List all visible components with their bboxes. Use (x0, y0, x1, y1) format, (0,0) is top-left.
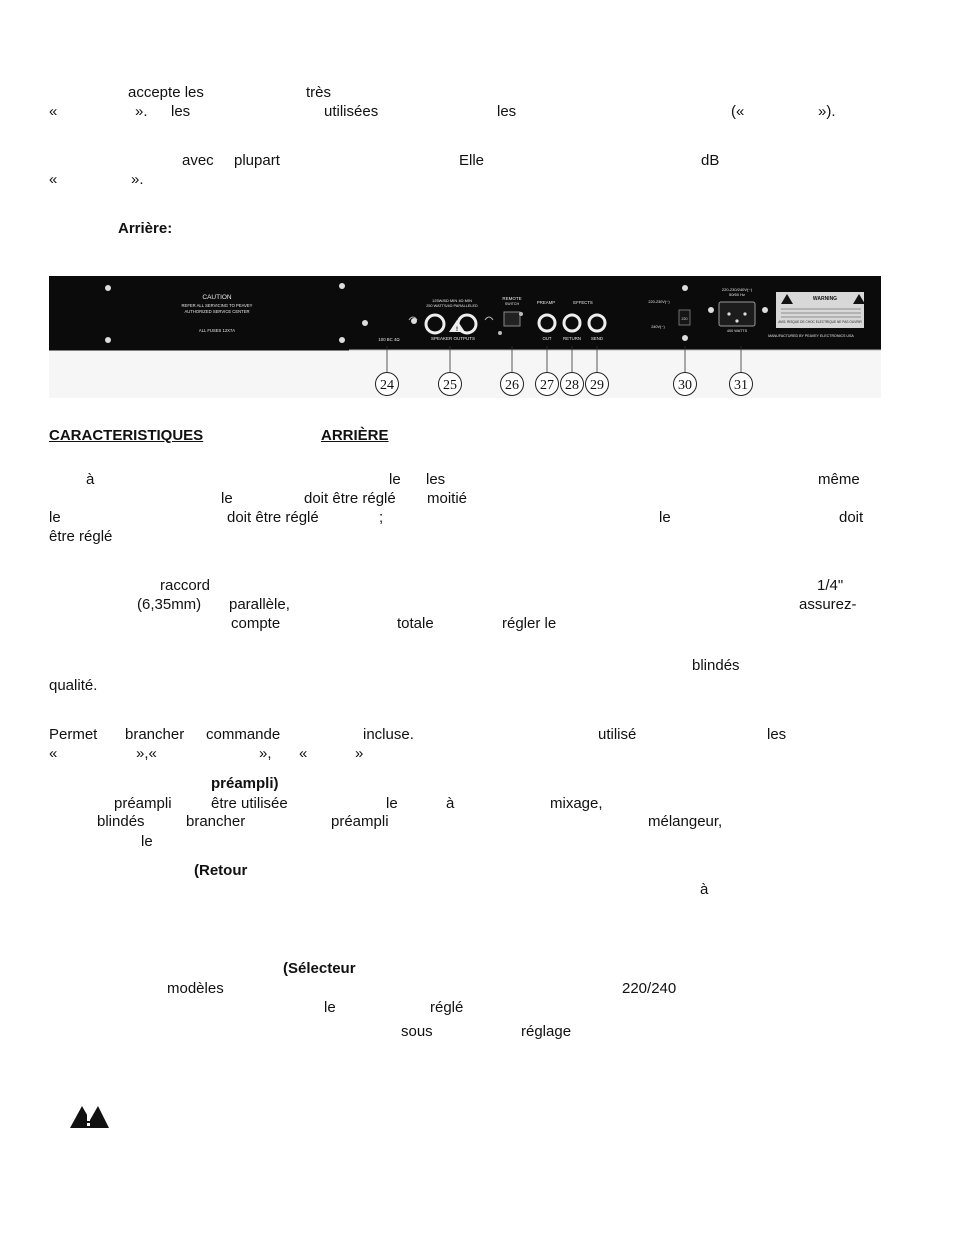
text-fragment-p4a-1: brancher (125, 726, 185, 743)
text-fragment-l2-6: »). (818, 103, 836, 120)
text-fragment-l3-3: dB (701, 152, 720, 169)
svg-text:SEND: SEND (591, 336, 603, 341)
caution-double-triangle-icon (68, 1103, 110, 1129)
text-fragment-p7b-0: le (324, 999, 336, 1016)
text-fragment-l1-1: très (306, 84, 332, 101)
text-fragment-p4a-5: les (767, 726, 787, 743)
text-fragment-l2-0: « (49, 103, 58, 120)
text-fragment-p1b-1: doit être réglé (304, 490, 396, 507)
svg-text:!: ! (456, 327, 458, 333)
svg-text:AVIS: RISQUE DE CHOC ELECTRIQU: AVIS: RISQUE DE CHOC ELECTRIQUE NE PAS OUVRIR (778, 320, 862, 324)
text-fragment-p5a-2: le (386, 795, 398, 812)
svg-text:27: 27 (540, 378, 554, 393)
text-fragment-l2-3: utilisées (324, 103, 379, 120)
text-fragment-p7c-0: sous (401, 1023, 433, 1040)
text-fragment-h2-1: ARRIÈRE (321, 427, 389, 444)
text-fragment-p2c-0: compte (231, 615, 281, 632)
text-fragment-p5c-0: le (141, 833, 153, 850)
svg-text:240V(~): 240V(~) (651, 325, 665, 329)
text-fragment-p4b-1: »,« (136, 745, 157, 762)
text-fragment-l3-1: plupart (234, 152, 280, 169)
text-fragment-l3-2: Elle (459, 152, 485, 169)
svg-text:29: 29 (590, 378, 604, 393)
text-fragment-l3-0: avec (182, 152, 214, 169)
svg-text:AUTHORIZED SERVICE CENTER: AUTHORIZED SERVICE CENTER (184, 309, 250, 314)
text-fragment-p6a-0: à (700, 881, 709, 898)
svg-text:PREAMP: PREAMP (536, 300, 556, 305)
svg-text:220-230V(~): 220-230V(~) (648, 300, 670, 304)
text-fragment-l4-1: ». (131, 171, 144, 188)
text-fragment-p1c-4: doit (839, 509, 864, 526)
text-fragment-h3-0: préampli) (211, 775, 279, 792)
text-fragment-p4b-0: « (49, 745, 58, 762)
text-fragment-p3b-0: qualité. (49, 677, 98, 694)
text-fragment-p2a-0: raccord (160, 577, 211, 594)
text-fragment-h2-0: CARACTERISTIQUES (49, 427, 204, 444)
text-fragment-l2-4: les (497, 103, 517, 120)
text-fragment-p5a-0: préampli (114, 795, 172, 812)
text-fragment-p5b-0: blindés (97, 813, 145, 830)
svg-text:OUT: OUT (542, 336, 552, 341)
text-fragment-l2-1: ». (135, 103, 148, 120)
text-fragment-p4b-2: », (259, 745, 272, 762)
text-fragment-p5b-2: préampli (331, 813, 389, 830)
text-fragment-p1c-1: doit être réglé (227, 509, 319, 526)
svg-text:REFER ALL SERVICING TO PEAVEY: REFER ALL SERVICING TO PEAVEY (181, 303, 253, 308)
svg-text:25: 25 (443, 378, 457, 393)
text-fragment-p5a-1: être utilisée (211, 795, 288, 812)
panel-caution-title: CAUTION (202, 294, 232, 301)
text-fragment-p7c-1: réglage (521, 1023, 572, 1040)
svg-text:400 WATTS: 400 WATTS (726, 329, 748, 333)
text-fragment-l2-5: (« (731, 103, 745, 120)
text-fragment-p1a-2: les (426, 471, 446, 488)
text-fragment-l2-2: les (171, 103, 191, 120)
svg-text:26: 26 (505, 378, 519, 393)
text-fragment-p7b-1: réglé (430, 999, 464, 1016)
text-fragment-l1-0: accepte les (128, 84, 204, 101)
text-fragment-p3a-0: blindés (692, 657, 740, 674)
text-fragment-p2c-1: totale (397, 615, 434, 632)
text-fragment-p1c-0: le (49, 509, 61, 526)
svg-text:31: 31 (734, 378, 748, 393)
text-fragment-p7a-1: 220/240 (622, 980, 677, 997)
svg-text:28: 28 (565, 378, 579, 393)
text-fragment-p5a-4: mixage, (550, 795, 603, 812)
svg-text:REMOTE: REMOTE (502, 296, 522, 301)
text-fragment-p1b-0: le (221, 490, 233, 507)
text-fragment-p1b-2: moitié (427, 490, 468, 507)
svg-text:50/60 Hz: 50/60 Hz (728, 292, 746, 297)
svg-text:SPEAKER OUTPUTS: SPEAKER OUTPUTS (430, 336, 476, 341)
text-fragment-p2b-0: (6,35mm) (137, 596, 202, 613)
text-fragment-p7a-0: modèles (167, 980, 224, 997)
rear-panel-illustration (49, 276, 881, 398)
svg-text:ALL FUSES 12X7A: ALL FUSES 12X7A (198, 328, 236, 333)
text-fragment-p2a-1: 1/4" (817, 577, 844, 594)
text-fragment-p1a-0: à (86, 471, 95, 488)
svg-text:125W/8Ω MIN 4Ω MIN: 125W/8Ω MIN 4Ω MIN (432, 298, 472, 303)
text-fragment-p1a-3: même (818, 471, 860, 488)
text-fragment-p1c-2: ; (379, 509, 384, 526)
svg-text:30: 30 (678, 378, 692, 393)
text-fragment-l4-0: « (49, 171, 58, 188)
text-fragment-p2b-2: assurez- (799, 596, 857, 613)
text-fragment-h4-0: (Retour (194, 862, 248, 879)
text-fragment-p4a-0: Permet (49, 726, 98, 743)
svg-text:EFFECTS: EFFECTS (573, 300, 593, 305)
remote-switch-jack (504, 312, 520, 326)
svg-text:250 WATTS/4Ω PARALLELED: 250 WATTS/4Ω PARALLELED (426, 304, 478, 308)
text-fragment-p5b-3: mélangeur, (648, 813, 723, 830)
text-fragment-p1a-1: le (389, 471, 401, 488)
svg-text:220: 220 (681, 317, 688, 321)
text-fragment-p4b-4: » (355, 745, 364, 762)
svg-text:WARNING: WARNING (812, 296, 838, 302)
text-fragment-h5-0: (Sélecteur (283, 960, 356, 977)
text-fragment-p2b-1: parallèle, (229, 596, 290, 613)
text-fragment-p4a-2: commande (206, 726, 281, 743)
svg-text:220-230/240V(~): 220-230/240V(~) (721, 287, 753, 292)
text-fragment-h1-0: Arrière: (118, 220, 173, 237)
svg-text:100 BC 4Ω: 100 BC 4Ω (378, 337, 400, 342)
text-fragment-p5b-1: brancher (186, 813, 246, 830)
text-fragment-p1c-3: le (659, 509, 671, 526)
text-fragment-p4a-4: utilisé (598, 726, 637, 743)
text-fragment-p5a-3: à (446, 795, 455, 812)
svg-text:RETURN: RETURN (563, 336, 581, 341)
text-fragment-p2c-2: régler le (502, 615, 557, 632)
text-fragment-p1d-0: être réglé (49, 528, 113, 545)
svg-text:24: 24 (380, 378, 394, 393)
svg-text:MANUFACTURED BY PEAVEY ELECTRO: MANUFACTURED BY PEAVEY ELECTRONICS USA (768, 334, 854, 338)
text-fragment-p4a-3: incluse. (363, 726, 414, 743)
text-fragment-p4b-3: « (299, 745, 308, 762)
svg-text:SWITCH: SWITCH (504, 302, 520, 306)
